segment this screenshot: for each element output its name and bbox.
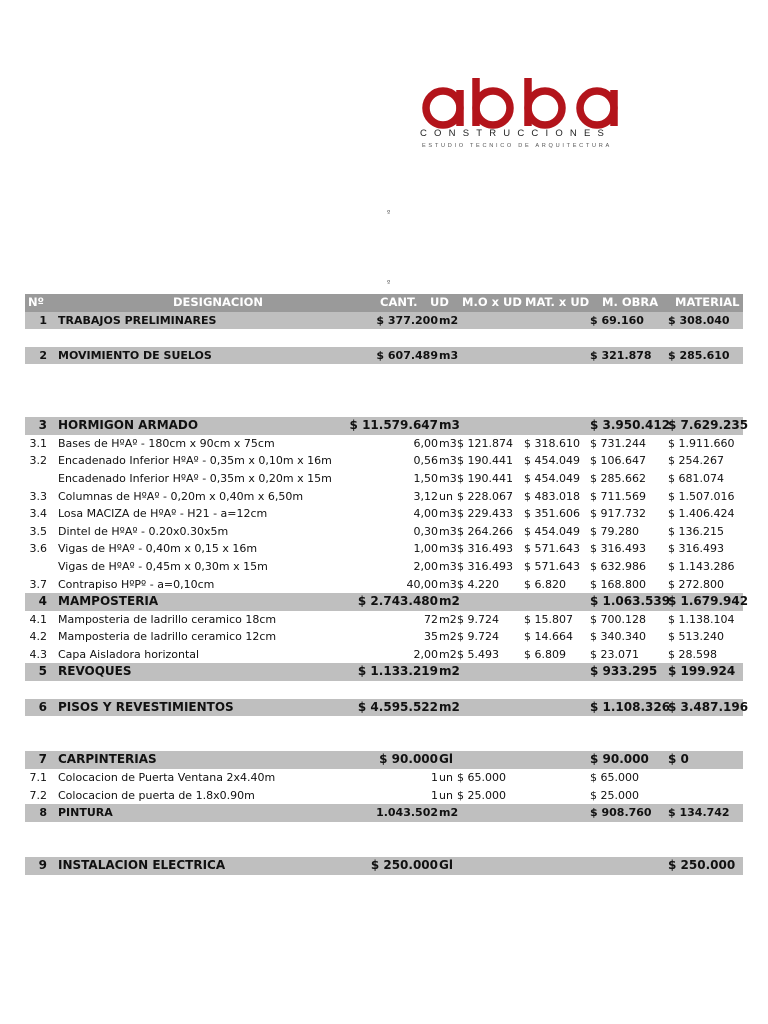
spacer-row bbox=[25, 364, 743, 382]
item-row bbox=[25, 558, 743, 576]
row-designacion: Encadenado Inferior HºAº - 0,35m x 0,20m x 15m bbox=[58, 471, 332, 485]
row-ud: m3 bbox=[439, 507, 457, 521]
row-ud: Gl bbox=[439, 858, 453, 872]
row-mat-ud: $ 14.664 bbox=[524, 630, 573, 644]
row-cant: $ 377.200 bbox=[376, 313, 438, 327]
row-material: $ 316.493 bbox=[668, 542, 724, 556]
section-row bbox=[25, 804, 743, 822]
row-material: $ 285.610 bbox=[668, 348, 730, 362]
row-designacion: PINTURA bbox=[58, 806, 113, 820]
row-cant: 6,00 bbox=[413, 436, 438, 450]
section-row bbox=[25, 751, 743, 769]
spacer-row bbox=[25, 329, 743, 347]
row-material: $ 1.911.660 bbox=[668, 436, 735, 450]
row-ud: Gl bbox=[439, 752, 453, 767]
row-num: 3.6 bbox=[29, 542, 47, 556]
item-row bbox=[25, 628, 743, 646]
row-designacion: Contrapiso HºPº - a=0,10cm bbox=[58, 577, 215, 591]
row-designacion: Vigas de HºAº - 0,40m x 0,15 x 16m bbox=[58, 542, 258, 556]
row-material: $ 681.074 bbox=[668, 471, 724, 485]
row-ud: m3 bbox=[439, 436, 457, 450]
row-num: 5 bbox=[38, 664, 47, 679]
row-num: 7.1 bbox=[29, 771, 47, 785]
row-mo-ud: $ 190.441 bbox=[457, 471, 513, 485]
row-designacion: INSTALACION ELECTRICA bbox=[58, 858, 226, 872]
row-designacion: Capa Aisladora horizontal bbox=[58, 647, 200, 661]
row-ud: m2 bbox=[439, 647, 457, 661]
section-row bbox=[25, 663, 743, 681]
row-ud: m3 bbox=[439, 454, 457, 468]
spacer-row bbox=[25, 716, 743, 734]
row-mat-ud: $ 483.018 bbox=[524, 489, 580, 503]
section-row bbox=[25, 312, 743, 330]
row-cant: 3,12 bbox=[413, 489, 438, 503]
row-m-obra: $ 316.493 bbox=[590, 542, 646, 556]
row-designacion: Mamposteria de ladrillo ceramico 12cm bbox=[58, 630, 277, 644]
budget-table bbox=[25, 294, 749, 875]
row-designacion: HORMIGON ARMADO bbox=[58, 418, 199, 433]
item-row bbox=[25, 435, 743, 453]
row-m-obra: $ 106.647 bbox=[590, 454, 646, 468]
row-m-obra: $ 1.108.326 bbox=[590, 699, 671, 714]
row-num: 3.2 bbox=[29, 454, 47, 468]
row-m-obra: $ 933.295 bbox=[590, 664, 658, 679]
row-ud: m2 bbox=[439, 313, 459, 327]
row-ud: m2 bbox=[439, 594, 460, 609]
row-cant: $ 607.489 bbox=[376, 348, 438, 362]
row-designacion: MAMPOSTERIA bbox=[58, 594, 159, 609]
row-cant: $ 250.000 bbox=[370, 858, 438, 872]
row-mat-ud: $ 454.049 bbox=[524, 471, 580, 485]
row-mat-ud: $ 571.643 bbox=[524, 559, 580, 573]
item-row bbox=[25, 646, 743, 664]
row-material: $ 513.240 bbox=[668, 630, 724, 644]
item-row bbox=[25, 769, 743, 787]
row-num: 2 bbox=[39, 348, 47, 362]
row-mo-ud: $ 4.220 bbox=[457, 577, 499, 591]
row-mo-ud: $ 264.266 bbox=[457, 524, 513, 538]
row-m-obra: $ 700.128 bbox=[590, 612, 646, 626]
row-ud: m3 bbox=[439, 577, 457, 591]
row-ud: un bbox=[439, 788, 453, 802]
row-designacion: Mamposteria de ladrillo ceramico 18cm bbox=[58, 612, 277, 626]
row-m-obra: $ 632.986 bbox=[590, 559, 646, 573]
row-m-obra: $ 69.160 bbox=[590, 313, 644, 327]
row-m-obra: $ 731.244 bbox=[590, 436, 646, 450]
header-mat-ud: MAT. x UD bbox=[525, 295, 590, 309]
row-num: 3.4 bbox=[29, 507, 47, 521]
item-row bbox=[25, 470, 743, 488]
row-cant: 1,00 bbox=[413, 542, 438, 556]
row-cant: 0,56 bbox=[413, 454, 438, 468]
row-designacion: Vigas de HºAº - 0,45m x 0,30m x 15m bbox=[58, 559, 268, 573]
row-m-obra: $ 917.732 bbox=[590, 507, 646, 521]
section-row bbox=[25, 699, 749, 717]
row-m-obra: $ 79.280 bbox=[590, 524, 639, 538]
company-logo bbox=[420, 78, 632, 154]
item-row bbox=[25, 576, 743, 594]
item-row bbox=[25, 523, 743, 541]
row-mat-ud: $ 6.809 bbox=[524, 647, 566, 661]
row-ud: m3 bbox=[439, 418, 460, 433]
item-row bbox=[25, 540, 743, 558]
row-cant: 1 bbox=[431, 788, 438, 802]
row-cant: $ 1.133.219 bbox=[357, 664, 438, 679]
row-m-obra: $ 25.000 bbox=[590, 788, 639, 802]
company-name: CONSTRUCCIONES bbox=[420, 128, 612, 139]
row-mo-ud: $ 25.000 bbox=[457, 788, 506, 802]
row-ud: m3 bbox=[439, 471, 457, 485]
row-material: $ 0 bbox=[668, 752, 689, 767]
row-cant: 1 bbox=[431, 771, 438, 785]
row-num: 3.1 bbox=[29, 436, 47, 450]
row-num: 4.3 bbox=[29, 647, 47, 661]
row-cant: 1.043.502 bbox=[376, 806, 438, 820]
row-mo-ud: $ 9.724 bbox=[457, 612, 499, 626]
row-cant: $ 90.000 bbox=[379, 752, 438, 767]
row-mo-ud: $ 229.433 bbox=[457, 507, 513, 521]
header-mo-ud: M.O x UD bbox=[462, 295, 522, 309]
row-mo-ud: $ 316.493 bbox=[457, 559, 513, 573]
row-mo-ud: $ 9.724 bbox=[457, 630, 499, 644]
row-material: $ 28.598 bbox=[668, 647, 717, 661]
item-row bbox=[25, 505, 743, 523]
row-num: 9 bbox=[38, 858, 47, 872]
row-cant: $ 11.579.647 bbox=[349, 418, 438, 433]
stray-mark: º bbox=[387, 279, 391, 287]
row-num: 7.2 bbox=[29, 788, 47, 802]
row-material: $ 250.000 bbox=[668, 858, 736, 872]
row-material: $ 1.507.016 bbox=[668, 489, 735, 503]
row-material: $ 254.267 bbox=[668, 454, 724, 468]
row-cant: 0,30 bbox=[413, 524, 438, 538]
header-ud: UD bbox=[430, 295, 449, 309]
row-mat-ud: $ 351.606 bbox=[524, 507, 580, 521]
section-row bbox=[25, 857, 743, 875]
row-material: $ 1.143.286 bbox=[668, 559, 735, 573]
row-num: 3 bbox=[38, 418, 47, 433]
row-cant: 1,50 bbox=[413, 471, 438, 485]
section-row bbox=[25, 593, 749, 611]
spacer-row bbox=[25, 822, 743, 840]
row-mat-ud: $ 6.820 bbox=[524, 577, 566, 591]
row-num: 4.1 bbox=[29, 612, 47, 626]
header-designacion: DESIGNACION bbox=[173, 295, 264, 309]
row-designacion: PISOS Y REVESTIMIENTOS bbox=[58, 699, 234, 714]
row-m-obra: $ 1.063.539 bbox=[590, 594, 671, 609]
row-ud: m3 bbox=[439, 524, 457, 538]
row-m-obra: $ 711.569 bbox=[590, 489, 646, 503]
row-mat-ud: $ 571.643 bbox=[524, 542, 580, 556]
row-designacion: CARPINTERIAS bbox=[58, 752, 157, 767]
header-material: MATERIAL bbox=[675, 295, 740, 309]
row-cant: 2,00 bbox=[413, 559, 438, 573]
section-row bbox=[25, 347, 743, 365]
row-designacion: TRABAJOS PRELIMINARES bbox=[58, 313, 217, 327]
row-ud: m2 bbox=[439, 612, 457, 626]
row-num: 4 bbox=[38, 594, 47, 609]
row-m-obra: $ 321.878 bbox=[590, 348, 652, 362]
row-num: 3.5 bbox=[29, 524, 47, 538]
row-num: 6 bbox=[38, 699, 47, 714]
row-designacion: MOVIMIENTO DE SUELOS bbox=[58, 348, 212, 362]
row-m-obra: $ 90.000 bbox=[590, 752, 649, 767]
row-material: $ 272.800 bbox=[668, 577, 724, 591]
item-row bbox=[25, 611, 743, 629]
row-mo-ud: $ 65.000 bbox=[457, 771, 506, 785]
row-designacion: Losa MACIZA de HºAº - H21 - a=12cm bbox=[58, 507, 268, 521]
stray-mark: º bbox=[387, 209, 391, 217]
row-ud: m3 bbox=[439, 348, 459, 362]
spacer-row bbox=[25, 681, 743, 699]
row-m-obra: $ 23.071 bbox=[590, 647, 639, 661]
section-row bbox=[25, 417, 749, 435]
company-tagline: ESTUDIO TECNICO DE ARQUITECTURA bbox=[422, 143, 612, 149]
row-mo-ud: $ 316.493 bbox=[457, 542, 513, 556]
row-num: 7 bbox=[38, 752, 47, 767]
row-cant: $ 4.595.522 bbox=[357, 699, 438, 714]
row-ud: m2 bbox=[439, 630, 457, 644]
header-num: Nº bbox=[27, 295, 45, 309]
row-m-obra: $ 285.662 bbox=[590, 471, 646, 485]
row-num: 3.3 bbox=[29, 489, 47, 503]
row-material: $ 134.742 bbox=[668, 806, 730, 820]
row-m-obra: $ 3.950.412 bbox=[590, 418, 671, 433]
row-designacion: Bases de HºAº - 180cm x 90cm x 75cm bbox=[58, 436, 275, 450]
row-m-obra: $ 65.000 bbox=[590, 771, 639, 785]
row-cant: 35 bbox=[424, 630, 438, 644]
row-designacion: Encadenado Inferior HºAº - 0,35m x 0,10m x 16m bbox=[58, 454, 332, 468]
row-num: 3.7 bbox=[29, 577, 47, 591]
row-mo-ud: $ 121.874 bbox=[457, 436, 513, 450]
row-ud: un bbox=[439, 489, 453, 503]
row-m-obra: $ 340.340 bbox=[590, 630, 646, 644]
row-cant: 4,00 bbox=[413, 507, 438, 521]
row-mo-ud: $ 5.493 bbox=[457, 647, 499, 661]
row-material: $ 7.629.235 bbox=[668, 418, 749, 433]
row-ud: un bbox=[439, 771, 453, 785]
row-m-obra: $ 908.760 bbox=[590, 806, 652, 820]
row-cant: 40,00 bbox=[406, 577, 438, 591]
row-mo-ud: $ 190.441 bbox=[457, 454, 513, 468]
row-material: $ 1.679.942 bbox=[668, 594, 749, 609]
row-designacion: Columnas de HºAº - 0,20m x 0,40m x 6,50m bbox=[58, 489, 304, 503]
row-mat-ud: $ 15.807 bbox=[524, 612, 573, 626]
item-row bbox=[25, 787, 743, 805]
row-num: 1 bbox=[39, 313, 47, 327]
row-designacion: REVOQUES bbox=[58, 664, 132, 679]
item-row bbox=[25, 488, 743, 506]
row-material: $ 136.215 bbox=[668, 524, 724, 538]
row-mat-ud: $ 454.049 bbox=[524, 454, 580, 468]
abba-wordmark-logo bbox=[420, 78, 632, 130]
row-cant: 2,00 bbox=[413, 647, 438, 661]
row-m-obra: $ 168.800 bbox=[590, 577, 646, 591]
spacer-row bbox=[25, 734, 743, 752]
row-ud: m2 bbox=[439, 664, 460, 679]
row-ud: m2 bbox=[439, 699, 460, 714]
row-ud: m2 bbox=[439, 806, 459, 820]
row-num: 8 bbox=[39, 806, 47, 820]
spacer-row bbox=[25, 839, 743, 857]
row-designacion: Colocacion de puerta de 1.8x0.90m bbox=[58, 788, 255, 802]
row-num: 4.2 bbox=[29, 630, 47, 644]
table-header bbox=[25, 294, 743, 312]
spacer-row bbox=[25, 400, 743, 418]
row-mat-ud: $ 454.049 bbox=[524, 524, 580, 538]
row-ud: m3 bbox=[439, 542, 457, 556]
row-material: $ 1.406.424 bbox=[668, 507, 735, 521]
row-designacion: Colocacion de Puerta Ventana 2x4.40m bbox=[58, 771, 276, 785]
row-material: $ 308.040 bbox=[668, 313, 730, 327]
row-ud: m3 bbox=[439, 559, 457, 573]
row-material: $ 1.138.104 bbox=[668, 612, 735, 626]
header-m-obra: M. OBRA bbox=[602, 295, 659, 309]
row-material: $ 3.487.196 bbox=[668, 699, 749, 714]
row-mo-ud: $ 228.067 bbox=[457, 489, 513, 503]
item-row bbox=[25, 452, 743, 470]
row-mat-ud: $ 318.610 bbox=[524, 436, 580, 450]
spacer-row bbox=[25, 382, 743, 400]
header-cant: CANT. bbox=[380, 295, 418, 309]
row-designacion: Dintel de HºAº - 0.20x0.30x5m bbox=[58, 524, 229, 538]
row-cant: $ 2.743.480 bbox=[357, 594, 438, 609]
row-material: $ 199.924 bbox=[668, 664, 736, 679]
row-cant: 72 bbox=[424, 612, 438, 626]
